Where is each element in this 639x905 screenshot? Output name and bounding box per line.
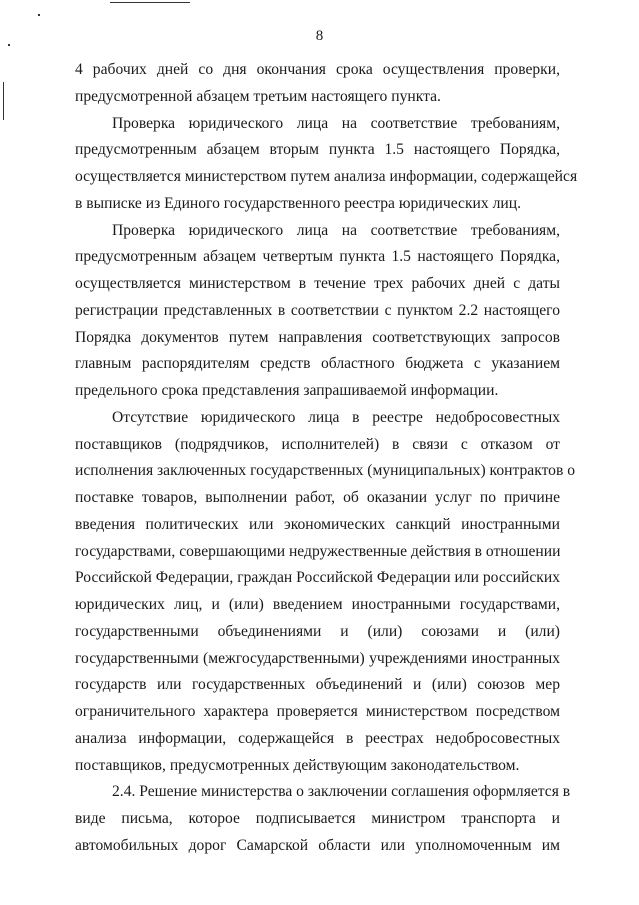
text-line: государств или государственных объединений и (или) союзов мер bbox=[75, 676, 560, 694]
text-line: главным распорядителям средств областного бюджета с указанием bbox=[75, 355, 560, 373]
text-line: государственными (межгосударственными) учреждениями иностранных bbox=[75, 649, 560, 667]
text-line: предусмотренной абзацем третьим настоящего пункта. bbox=[75, 87, 441, 105]
text-line: Проверка юридического лица на соответствие требованиям, bbox=[112, 114, 560, 132]
text-line: поставщиков (подрядчиков, исполнителей) в связи с отказом от bbox=[75, 435, 560, 453]
text-line: осуществляется министерством путем анализа информации, содержащейся bbox=[75, 168, 578, 185]
page-number: 8 bbox=[315, 28, 324, 44]
text-line: юридических лиц, и (или) введением иностранными государствами, bbox=[75, 596, 560, 613]
text-line: государственными объединениями и (или) союзами и (или) bbox=[75, 622, 560, 640]
scan-artifact-margin-line bbox=[3, 82, 4, 120]
text-line: введения политических или экономических санкций иностранными bbox=[75, 515, 560, 533]
text-line: виде письма, которое подписывается министром транспорта и bbox=[75, 810, 560, 827]
text-line: ограничительного характера проверяется министерством посредством bbox=[75, 703, 560, 720]
scan-artifact-dot bbox=[38, 14, 40, 16]
text-line: 4 рабочих дней со дня окончания срока осуществления проверки, bbox=[75, 61, 560, 78]
text-line: предусмотренным абзацем четвертым пункта 1.5 настоящего Порядка, bbox=[75, 248, 560, 266]
text-line: государствами, совершающими недружественные действия в отношении bbox=[75, 542, 561, 560]
text-line: осуществляется министерством в течение трех рабочих дней с даты bbox=[75, 275, 560, 292]
text-line: в выписке из Единого государственного реестра юридических лиц. bbox=[75, 194, 521, 212]
text-line: предельного срока представления запрашиваемой информации. bbox=[75, 382, 499, 399]
text-line: исполнения заключенных государственных (муниципальных) контрактов о bbox=[75, 462, 576, 480]
text-line: предусмотренным абзацем вторым пункта 1.5 настоящего Порядка, bbox=[75, 141, 560, 159]
text-line: поставщиков, предусмотренных действующим законодательством. bbox=[75, 756, 520, 774]
scan-artifact-top-line bbox=[110, 2, 190, 3]
text-line: поставке товаров, выполнении работ, об оказании услуг по причине bbox=[75, 489, 560, 506]
text-line: 2.4. Решение министерства о заключении соглашения оформляется в bbox=[112, 783, 571, 801]
text-line: Порядка документов путем направления соответствующих запросов bbox=[75, 328, 560, 346]
text-line: регистрации представленных в соответствии с пунктом 2.2 настоящего bbox=[75, 301, 560, 319]
text-line: анализа информации, содержащейся в реестрах недобросовестных bbox=[75, 729, 560, 747]
text-line: Российской Федерации, граждан Российской Федерации или российских bbox=[75, 569, 560, 587]
text-line: Отсутствие юридического лица в реестре недобросовестных bbox=[112, 408, 560, 426]
text-line: автомобильных дорог Самарской области или уполномоченным им bbox=[75, 836, 560, 854]
text-line: Проверка юридического лица на соответствие требованиям, bbox=[112, 221, 560, 239]
